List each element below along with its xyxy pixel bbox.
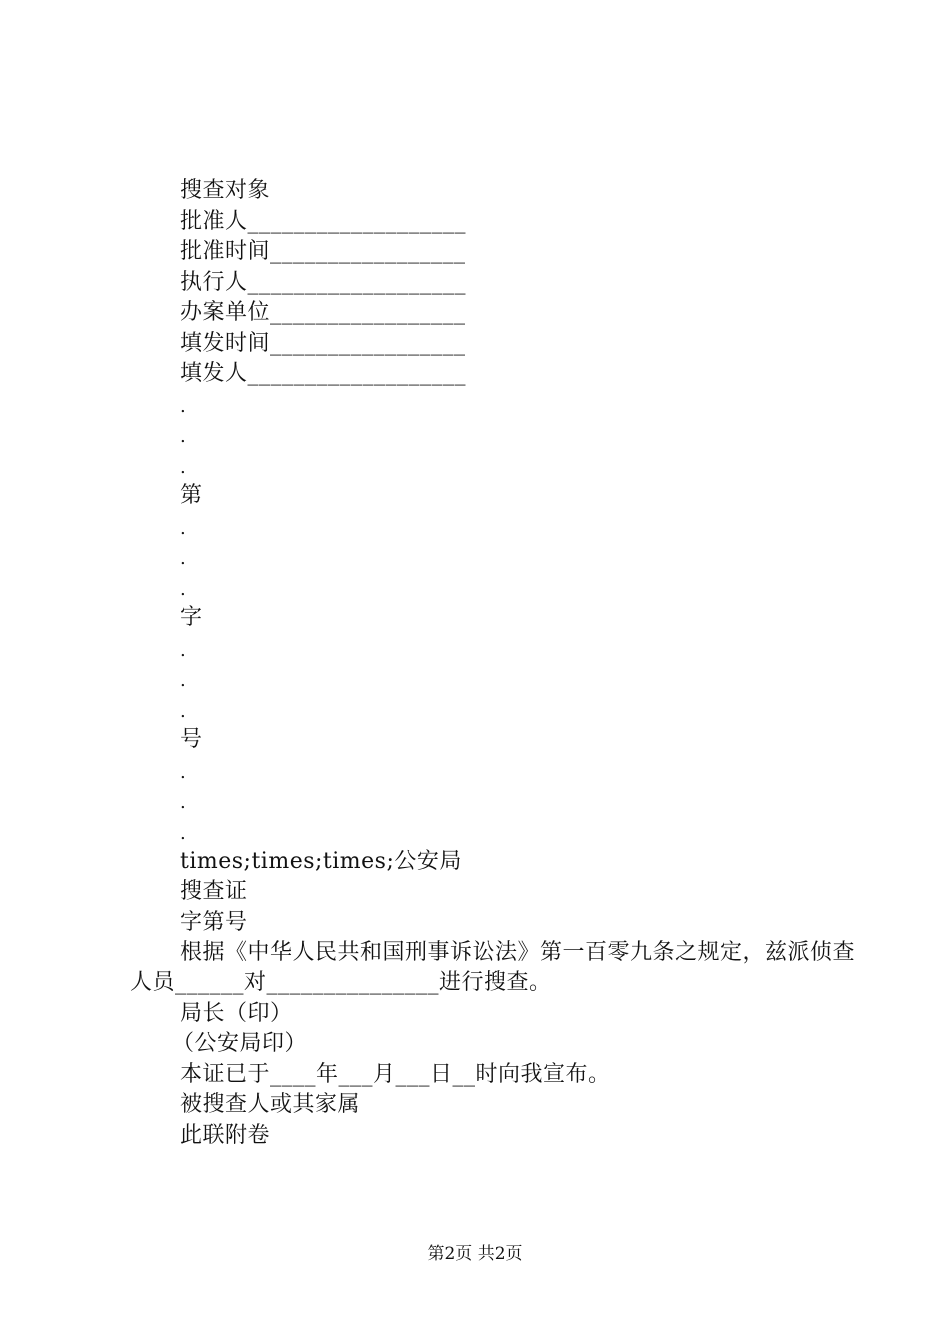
- serial-di-label: 第: [180, 483, 203, 508]
- search-target-label: 搜查对象: [180, 178, 271, 203]
- issuer-field: 填发人___________________: [180, 361, 467, 386]
- announcement-line: 本证已于____年___月___日__时向我宣布。: [180, 1062, 611, 1087]
- dot-line: .: [180, 670, 187, 691]
- executor-field: 执行人___________________: [180, 270, 467, 295]
- warrant-body-paragraph: 根据《中华人民共和国刑事诉讼法》第一百零九条之规定，兹派侦查人员______对_______________进行搜查。: [130, 940, 856, 995]
- issue-time-field: 填发时间_________________: [180, 331, 466, 356]
- director-seal-line: 局长（印）: [180, 1001, 293, 1026]
- page-footer: 第2页 共2页: [427, 1244, 523, 1264]
- dot-line: .: [180, 426, 187, 447]
- dot-line: .: [180, 518, 187, 539]
- approver-field: 批准人___________________: [180, 209, 467, 234]
- archive-copy-line: 此联附卷: [180, 1123, 271, 1148]
- warrant-number: 字第号: [180, 910, 248, 935]
- dot-line: .: [180, 823, 187, 844]
- dot-line: .: [180, 640, 187, 661]
- serial-zi-label: 字: [180, 605, 203, 630]
- bureau-heading: times;times;times;公安局: [180, 849, 462, 874]
- dot-line: .: [180, 701, 187, 722]
- handling-unit-field: 办案单位_________________: [180, 300, 466, 325]
- dot-line: .: [180, 579, 187, 600]
- serial-hao-label: 号: [180, 727, 203, 752]
- dot-line: .: [180, 396, 187, 417]
- searched-person-line: 被搜查人或其家属: [180, 1092, 361, 1117]
- dot-line: .: [180, 457, 187, 478]
- approval-time-field: 批准时间_________________: [180, 239, 466, 264]
- dot-line: .: [180, 792, 187, 813]
- dot-line: .: [180, 548, 187, 569]
- warrant-title: 搜查证: [180, 879, 248, 904]
- bureau-seal-line: （公安局印）: [172, 1031, 308, 1056]
- dot-line: .: [180, 762, 187, 783]
